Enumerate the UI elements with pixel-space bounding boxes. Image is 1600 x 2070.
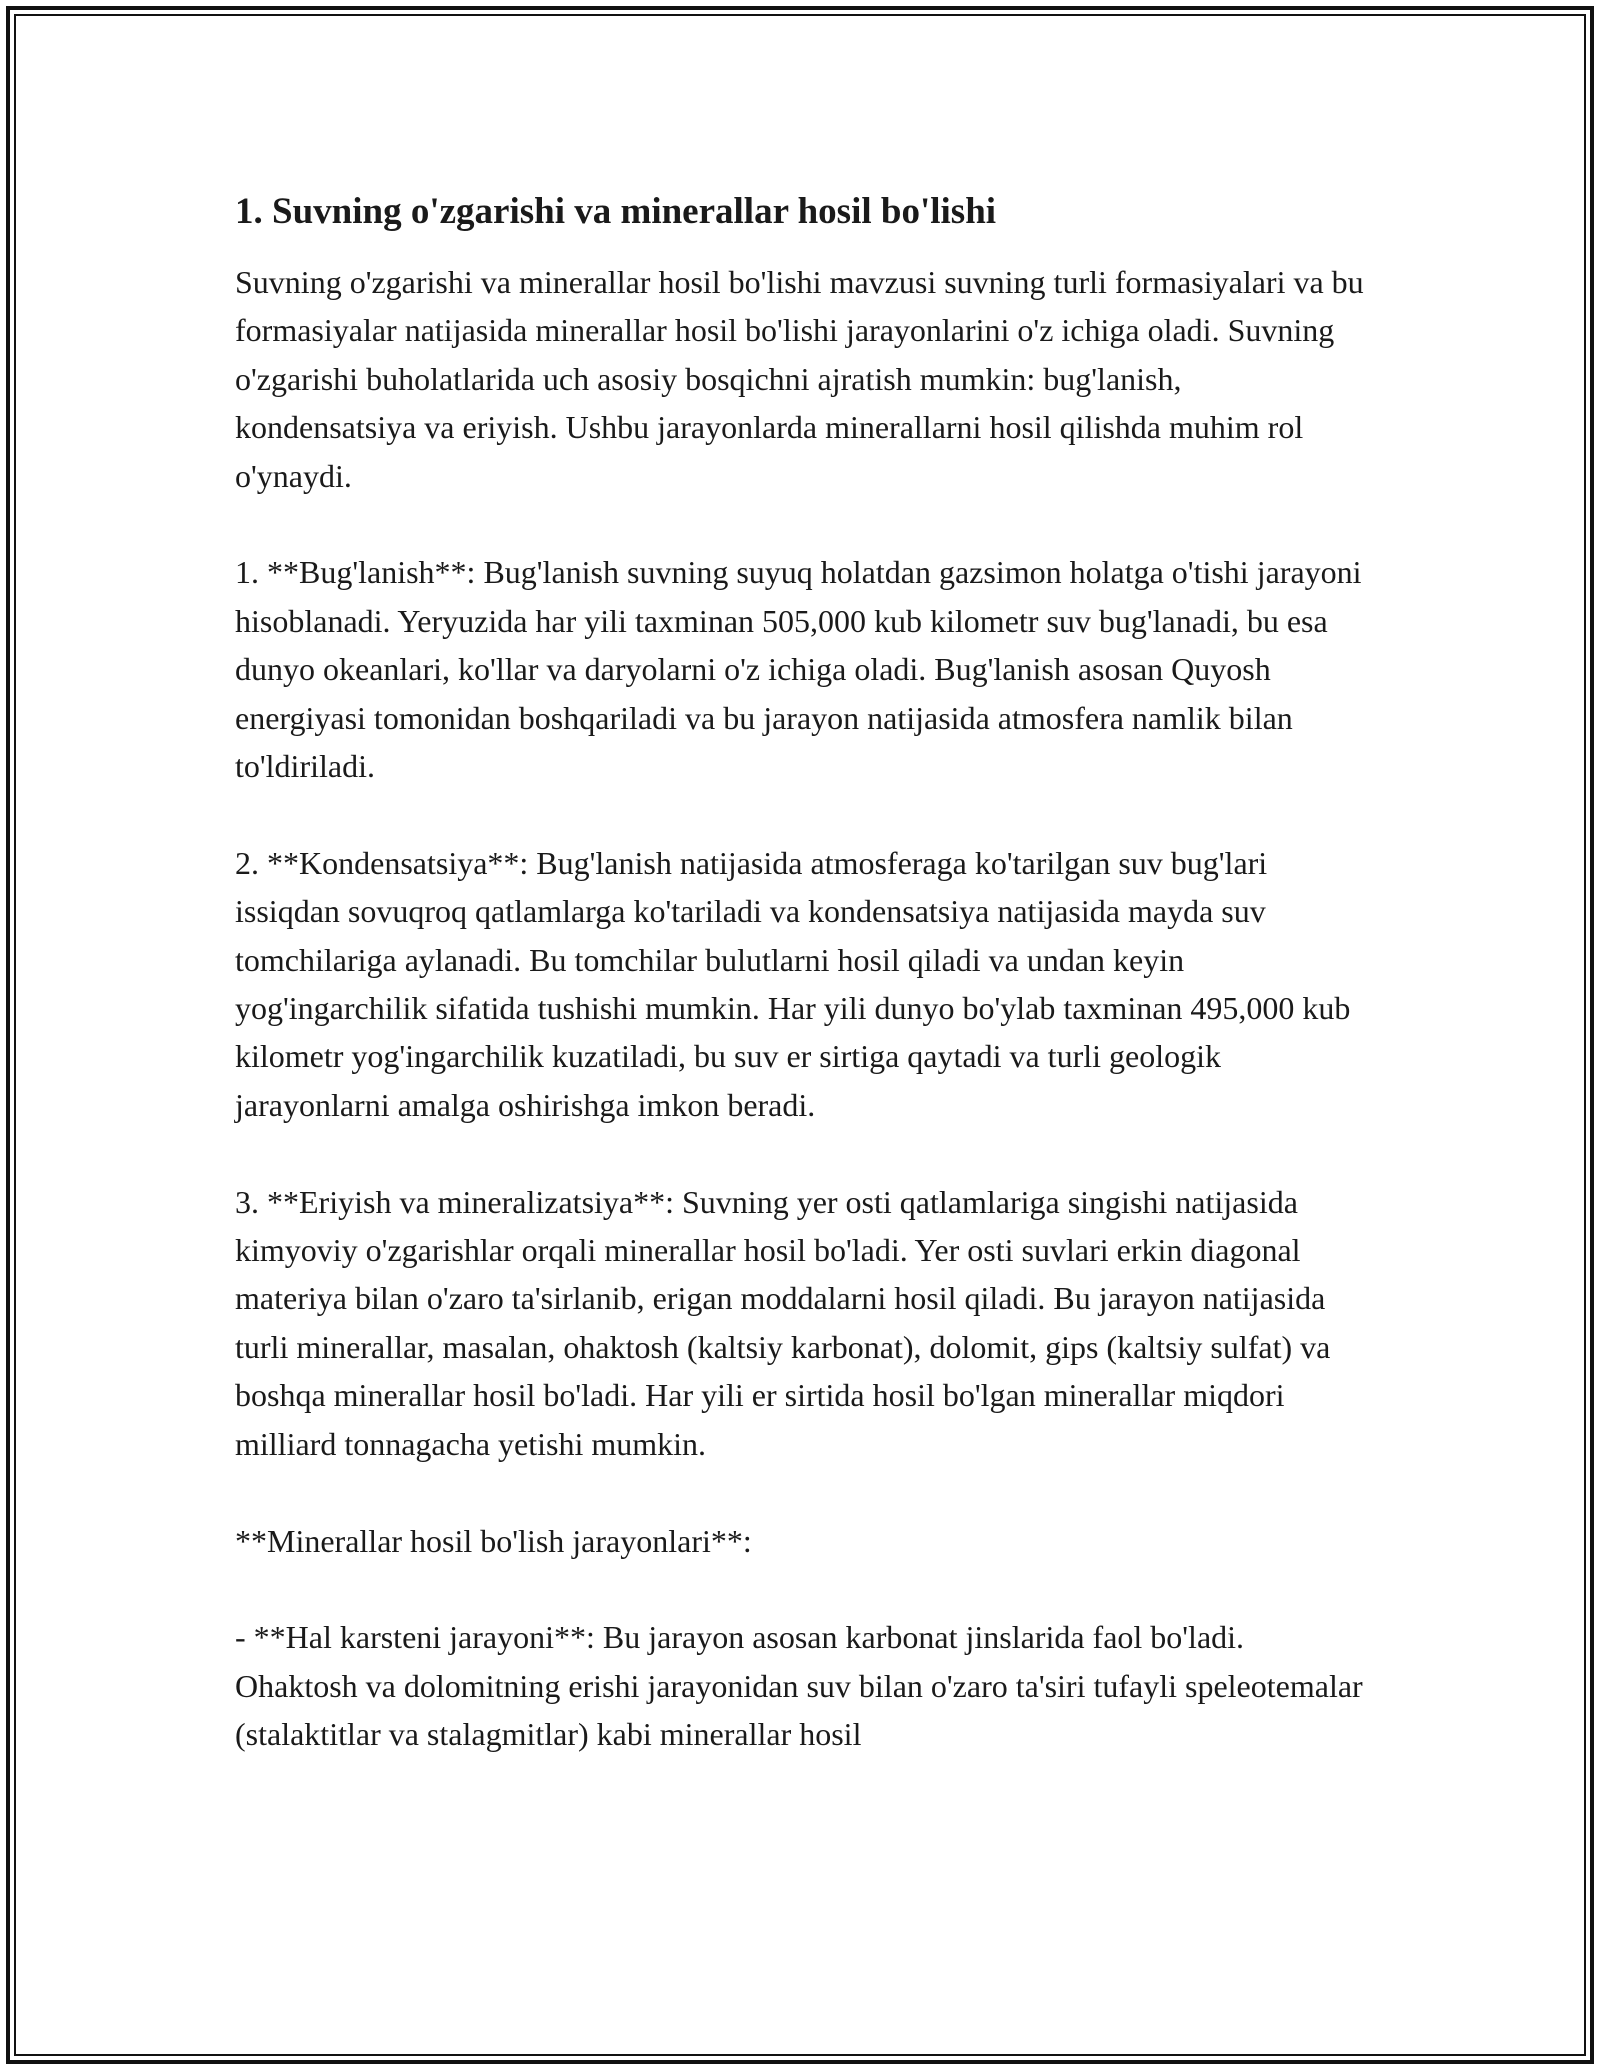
mineralization-paragraph: 3. **Eriyish va mineralizatsiya**: Suvning yer osti qatlamlariga singishi natijasida kimyoviy o'zgarishlar orqali minerallar hosil bo'ladi. Yer osti suvlari erkin diagonal materiya bilan o'zaro ta'sirlanib, erigan moddalarni hosil qiladi. Bu jarayon natijasida turli minerallar, masalan, ohaktosh (kaltsiy karbonat), dolomit, gips (kaltsiy sulfat) va boshqa minerallar hosil bo'ladi. Har yili er sirtida hosil bo'lgan minerallar miqdori milliard tonnagacha yetishi mumkin. [235,1183,1331,1462]
subheading-paragraph: **Minerallar hosil bo'lish jarayonlari**: [235,1522,752,1559]
evaporation-paragraph: 1. **Bug'lanish**: Bug'lanish suvning suyuq holatdan gazsimon holatga o'tishi jarayoni hisoblanadi. Yeryuzida har yili taxminan 505,000 kub kilometr suv bug'lanadi, bu esa dunyo okeanlari, ko'llar va daryolarni o'z ichiga oladi. Bug'lanish asosan Quyosh energiyasi tomonidan boshqariladi va bu jarayon natijasida atmosfera namlik bilan to'ldiriladi. [235,554,1362,785]
section-heading: 1. Suvning o'zgarishi va minerallar hosil bo'lishi [235,191,997,232]
intro-paragraph: Suvning o'zgarishi va minerallar hosil bo'lishi mavzusi suvning turli formasiyalari va bu formasiyalar natijasida minerallar hosil bo'lishi jarayonlarini o'z ichiga oladi. Suvning o'zgarishi buholatlarida uch asosiy bosqichni ajratish mumkin: bug'lanish, kondensatsiya va eriyish. Ushbu jarayonlarda minerallarni hosil qilishda muhim rol o'ynaydi. [235,264,1364,494]
document-body [235,188,1370,1759]
karst-paragraph: - **Hal karsteni jarayoni**: Bu jarayon asosan karbonat jinslarida faol bo'ladi. Ohaktosh va dolomitning erishi jarayonidan suv bilan o'zaro ta'siri tufayli speleotemalar (stalaktitlar va stalagmitlar) kabi minerallar hosil [235,1619,1363,1753]
condensation-paragraph: 2. **Kondensatsiya**: Bug'lanish natijasida atmosferaga ko'tarilgan suv bug'lari issiqdan sovuqroq qatlamlarga ko'tariladi va kondensatsiya natijasida mayda suv tomchilariga aylanadi. Bu tomchilar bulutlarni hosil qiladi va undan keyin yog'ingarchilik sifatida tushishi mumkin. Har yili dunyo bo'ylab taxminan 495,000 kub kilometr yog'ingarchilik kuzatiladi, bu suv er sirtiga qaytadi va turli geologik jarayonlarni amalga oshirishga imkon beradi. [235,844,1351,1123]
